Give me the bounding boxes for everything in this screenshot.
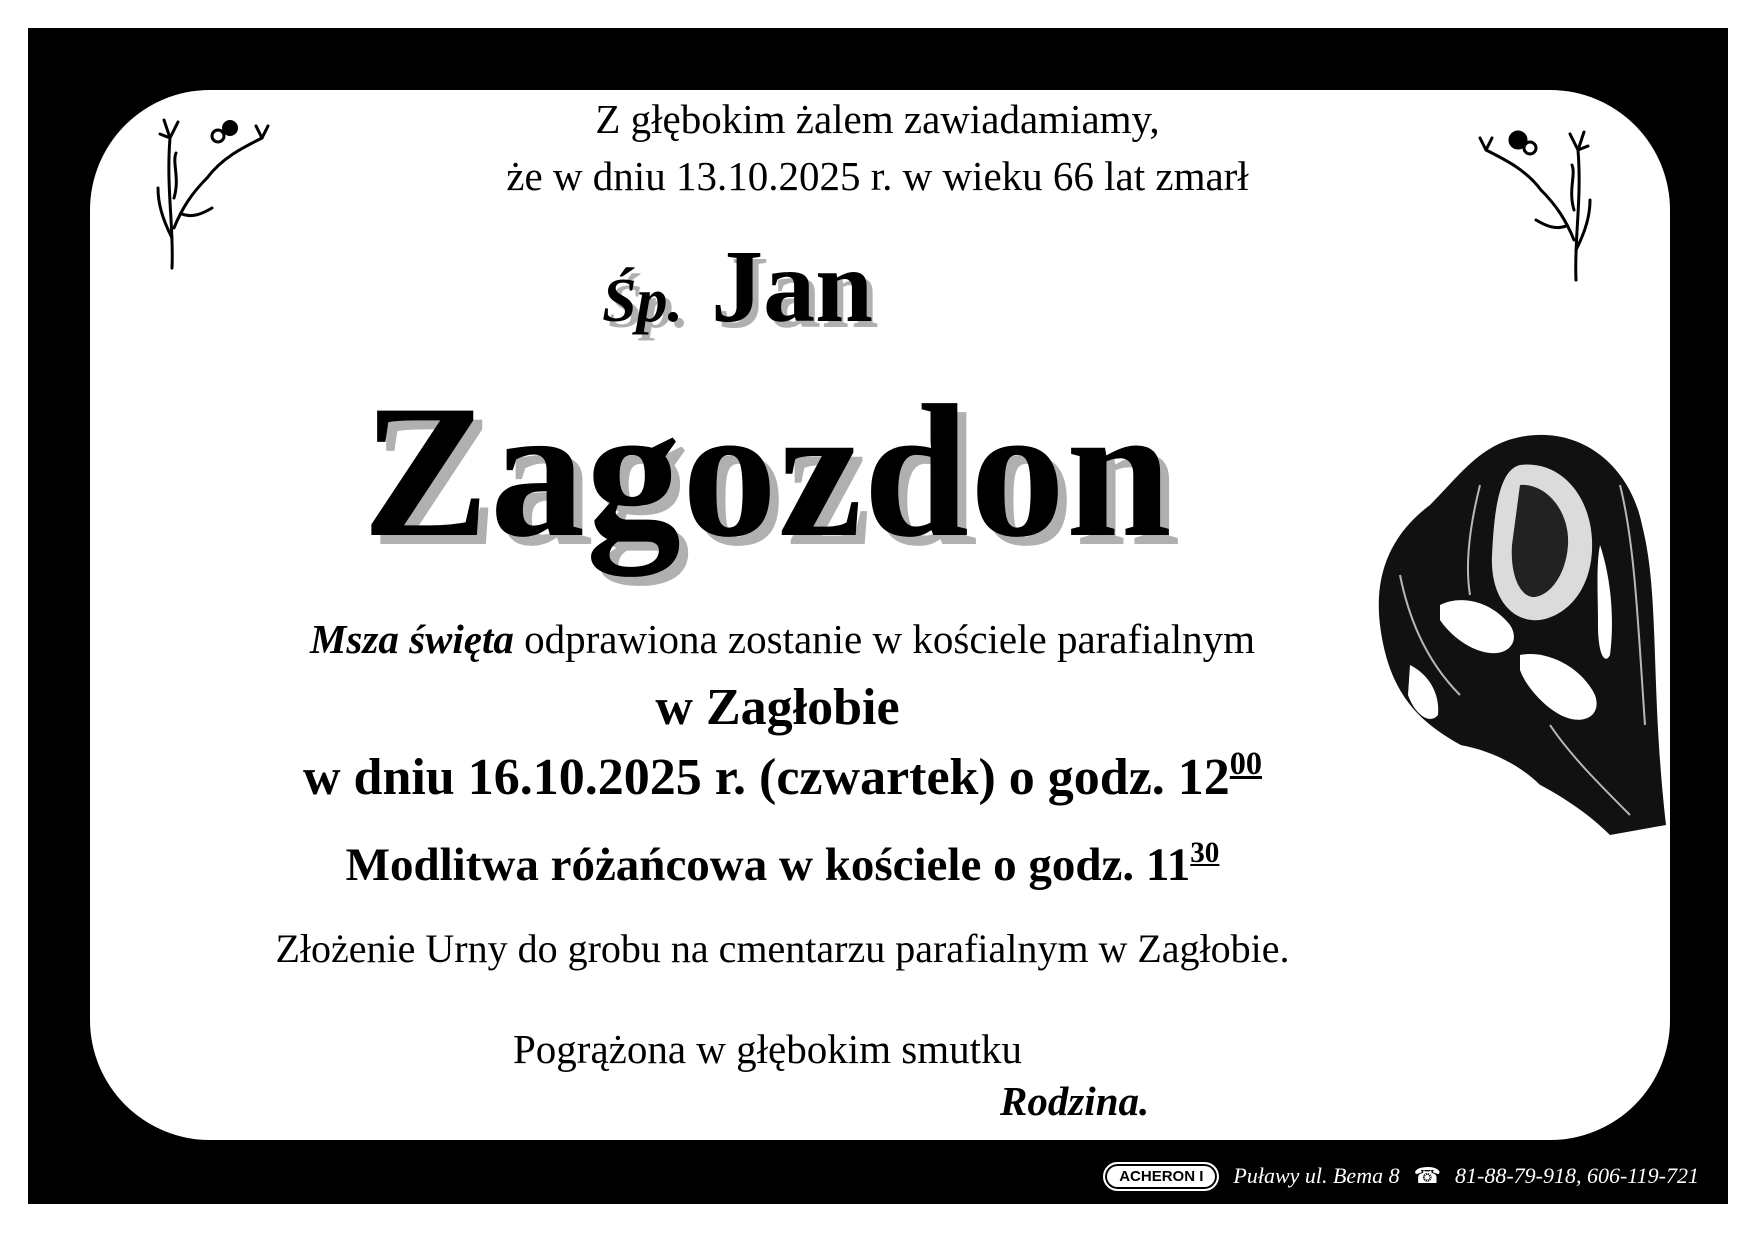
first-name: Jan: [711, 229, 873, 344]
rosary-line: [0, 838, 1660, 892]
intro-line-2: że w dniu 13.10.2025 r. w wieku 66 lat zmarł: [506, 153, 1249, 199]
mass-place: w Zagłobie: [655, 679, 900, 736]
mass-time-minutes: 00: [1229, 745, 1263, 782]
funeral-home-address: Puławy ul. Bema 8: [1233, 1163, 1400, 1188]
mass-line: [0, 615, 1660, 663]
mass-label: Msza święta: [309, 616, 514, 662]
prefix-sp: Śp.: [602, 267, 684, 335]
funeral-home-logo: ACHERON I: [1103, 1162, 1219, 1191]
surname: Zagozdon: [362, 367, 1173, 577]
rosary-time-minutes: 30: [1190, 836, 1220, 869]
mass-date-text: w dniu 16.10.2025 r. (czwartek) o godz. 12: [302, 749, 1230, 806]
mass-date-line: [0, 745, 1660, 808]
mourners-line: Pogrążona w głębokim smutku: [513, 1026, 1023, 1072]
intro-line-1: Z głębokim żalem zawiadamiamy,: [595, 96, 1160, 142]
telephone-icon: ☎: [1413, 1163, 1441, 1188]
mourners-family: Rodzina.: [1000, 1078, 1150, 1124]
rosary-text: Modlitwa różańcowa w kościele o godz. 11: [345, 839, 1191, 891]
mass-description: odprawiona zostanie w kościele parafialnym: [524, 616, 1256, 662]
burial-info: Złożenie Urny do grobu na cmentarzu parafialnym w Zagłobie.: [275, 926, 1290, 971]
funeral-home-footer: [1103, 1160, 1699, 1192]
deceased-first-name-line: [0, 229, 1615, 356]
funeral-home-phones: 81-88-79-918, 606-119-721: [1455, 1163, 1699, 1188]
